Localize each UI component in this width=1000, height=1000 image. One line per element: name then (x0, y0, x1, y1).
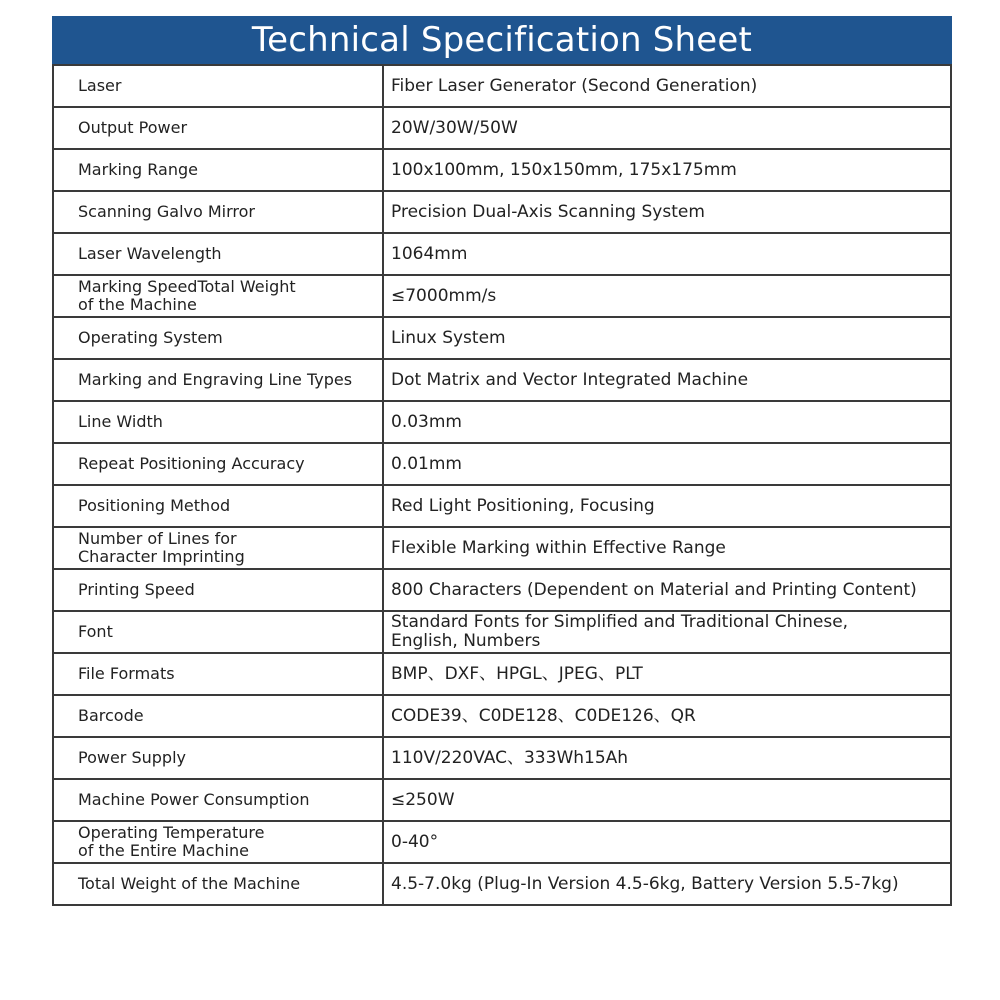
spec-label: Operating System (53, 317, 383, 359)
spec-value: Fiber Laser Generator (Second Generation) (383, 65, 951, 107)
table-row (53, 527, 951, 569)
table-row (53, 569, 951, 611)
table-row (53, 485, 951, 527)
spec-value: ≤7000mm/s (383, 275, 951, 317)
spec-table (52, 64, 952, 906)
table-row (53, 821, 951, 863)
sheet-title: Technical Specification Sheet (52, 16, 952, 64)
spec-label: Output Power (53, 107, 383, 149)
table-row (53, 401, 951, 443)
spec-label: Printing Speed (53, 569, 383, 611)
table-row (53, 65, 951, 107)
table-row (53, 149, 951, 191)
spec-value: 0.03mm (383, 401, 951, 443)
table-row (53, 443, 951, 485)
spec-label: Machine Power Consumption (53, 779, 383, 821)
table-row (53, 233, 951, 275)
spec-label: Barcode (53, 695, 383, 737)
spec-label: Marking and Engraving Line Types (53, 359, 383, 401)
spec-label: Marking Range (53, 149, 383, 191)
spec-label: Total Weight of the Machine (53, 863, 383, 905)
spec-label: Laser Wavelength (53, 233, 383, 275)
table-row (53, 317, 951, 359)
spec-label: Scanning Galvo Mirror (53, 191, 383, 233)
table-row (53, 107, 951, 149)
spec-label: Laser (53, 65, 383, 107)
table-row (53, 611, 951, 653)
spec-sheet (52, 16, 952, 994)
spec-label: Repeat Positioning Accuracy (53, 443, 383, 485)
spec-label: File Formats (53, 653, 383, 695)
table-row (53, 779, 951, 821)
table-row (53, 359, 951, 401)
spec-label: Font (53, 611, 383, 653)
spec-label: Power Supply (53, 737, 383, 779)
spec-value: Dot Matrix and Vector Integrated Machine (383, 359, 951, 401)
table-row (53, 191, 951, 233)
spec-value: 0-40° (383, 821, 951, 863)
spec-value: 110V/220VAC、333Wh15Ah (383, 737, 951, 779)
table-row (53, 737, 951, 779)
spec-label: Line Width (53, 401, 383, 443)
spec-label: Operating Temperature of the Entire Machine (53, 821, 383, 863)
spec-value: CODE39、C0DE128、C0DE126、QR (383, 695, 951, 737)
spec-value: 800 Characters (Dependent on Material and Printing Content) (383, 569, 951, 611)
spec-value: Linux System (383, 317, 951, 359)
spec-label: Marking SpeedTotal Weight of the Machine (53, 275, 383, 317)
table-row (53, 695, 951, 737)
spec-value: Red Light Positioning, Focusing (383, 485, 951, 527)
table-row (53, 653, 951, 695)
spec-value: ≤250W (383, 779, 951, 821)
table-row (53, 275, 951, 317)
spec-value: 20W/30W/50W (383, 107, 951, 149)
spec-value: Standard Fonts for Simplified and Traditional Chinese, English, Numbers (383, 611, 951, 653)
spec-value: 1064mm (383, 233, 951, 275)
spec-value: Flexible Marking within Effective Range (383, 527, 951, 569)
spec-value: 4.5-7.0kg (Plug-In Version 4.5-6kg, Battery Version 5.5-7kg) (383, 863, 951, 905)
spec-value: 0.01mm (383, 443, 951, 485)
spec-value: Precision Dual-Axis Scanning System (383, 191, 951, 233)
spec-label: Positioning Method (53, 485, 383, 527)
spec-value: BMP、DXF、HPGL、JPEG、PLT (383, 653, 951, 695)
spec-value: 100x100mm, 150x150mm, 175x175mm (383, 149, 951, 191)
spec-label: Number of Lines for Character Imprinting (53, 527, 383, 569)
spec-table-body (53, 65, 951, 905)
table-row (53, 863, 951, 905)
